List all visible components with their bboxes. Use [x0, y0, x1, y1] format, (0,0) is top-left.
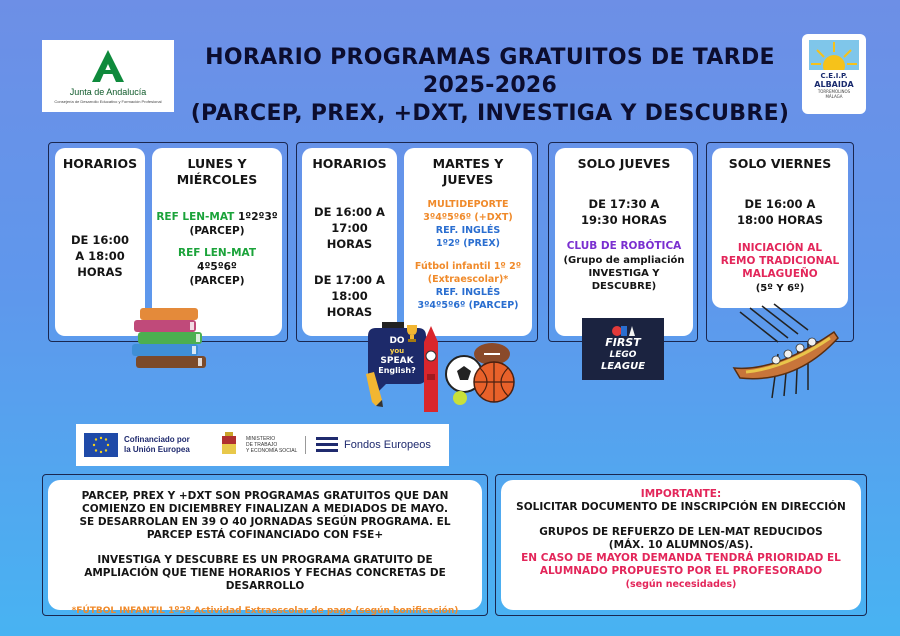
item2-grades: 4º5º6º [197, 261, 237, 273]
junta-name: Junta de Andalucía [69, 87, 147, 97]
info-right-p3b: (según necesidades) [625, 579, 737, 590]
item2-name: REF LEN-MAT [177, 247, 257, 259]
days-head-1: LUNES Y MIÉRCOLES [176, 156, 258, 187]
card-solo-viernes [712, 148, 848, 308]
big-ben-icon [420, 326, 442, 414]
info-right-p2: GRUPOS DE REFUERZO DE LEN-MAT REDUCIDOS [539, 526, 823, 538]
club-desc: (Grupo de ampliación INVESTIGA Y DESCUBRE) [563, 255, 685, 292]
futbol: Fútbol infantil 1º 2º [414, 261, 522, 272]
remo-grades: (5º Y 6º) [755, 283, 805, 294]
school-line2: ALBAIDA [814, 80, 854, 89]
lego-l2: LEGO [609, 350, 637, 360]
ingles2-grades: 3º4º5º6º (PARCEP) [417, 300, 519, 311]
horario-2b: DE 17:00 A 18:00 HORAS [314, 273, 385, 319]
eu-funding-strip [76, 424, 449, 466]
multi-grades: 3º4º5º6º (+DXT) [423, 212, 513, 223]
futbol-note: (Extraescolar)* [427, 274, 509, 285]
rowing-boat-icon [726, 302, 846, 406]
info-right-p3: EN CASO DE MAYOR DEMANDA TENDRÁ PRIORIDAD EL ALUMNADO PROPUESTO POR EL PROFESORADO [521, 552, 841, 577]
ingles1: REF. INGLÉS [435, 225, 501, 236]
horario-2a: DE 16:00 A 17:00 HORAS [314, 205, 385, 251]
page-title [180, 44, 800, 128]
tennis-ball-icon [452, 390, 468, 406]
horario-1: DE 16:00 A 18:00 HORAS [70, 233, 129, 279]
ingles2: REF. INGLÉS [435, 287, 501, 298]
lego-l1: FIRST [605, 336, 641, 349]
info-left-note: *FÚTBOL INFANTIL 1º2º Actividad Extraescolar de pago (según bonificación) [71, 606, 459, 616]
viernes-head: SOLO VIERNES [728, 156, 832, 171]
ministry-line2: DE TRABAJO [246, 442, 278, 448]
bubble-l3: SPEAK [380, 356, 414, 366]
info-left-p1: PARCEP, PREX Y +DXT SON PROGRAMAS GRATUITOS QUE DAN COMIENZO EN DICIEMBREY FINALIZAN A MEDIADOS DE MAYO. SE DESARROLAN EN 39 O 40 JORNADAS SEGÚN PROGRAMA. EL PARCEP ESTÁ COFINANCIADO CON FSE+ [79, 490, 451, 541]
title-line2: (PARCEP, PREX, +DXT, INVESTIGA Y DESCUBRE) [190, 101, 790, 126]
info-right-p1: SOLICITAR DOCUMENTO DE INSCRIPCIÓN EN DIRECCIÓN [516, 501, 846, 513]
item1-prog: (PARCEP) [189, 225, 245, 237]
ingles1-grades: 1º2º (PREX) [435, 238, 501, 249]
junta-sub: Consejería de Desarrollo Educativo y Formación Profesional [54, 99, 162, 104]
title-line1: HORARIO PROGRAMAS GRATUITOS DE TARDE 2025-2026 [205, 45, 775, 98]
card-martes-jueves [404, 148, 532, 336]
horarios-head-2: HORARIOS [312, 156, 387, 171]
horarios-head-1: HORARIOS [62, 156, 138, 171]
card-horarios-2 [302, 148, 397, 336]
club-robotica: CLUB DE ROBÓTICA [566, 240, 682, 252]
spain-coat-of-arms-icon [218, 432, 240, 458]
item1-name: REF LEN-MAT [156, 211, 235, 223]
info-left-card [48, 480, 482, 616]
item2-prog: (PARCEP) [189, 275, 245, 287]
sun-icon [809, 40, 859, 70]
days-head-2: MARTES Y JUEVES [432, 156, 504, 187]
info-left-p2: INVESTIGA Y DESCUBRE ES UN PROGRAMA GRATUITO DE AMPLIACIÓN QUE TIENE HORARIOS Y FECHAS CONCRETAS DE DESARROLLO [84, 554, 446, 592]
eu-flag-icon [84, 433, 118, 457]
school-logo [802, 34, 866, 114]
junta-a-icon [88, 48, 128, 84]
ministry-line1: MINISTERIO [246, 436, 276, 442]
basketball-icon [472, 360, 516, 404]
card-solo-jueves [555, 148, 693, 336]
bubble-l1: DO [389, 336, 405, 346]
jueves-head: SOLO JUEVES [577, 156, 671, 171]
item1-grades: 1º2º3º [238, 211, 278, 223]
bubble-l2: you [389, 347, 405, 355]
lego-l3: LEAGUE [600, 361, 646, 372]
remo: INICIACIÓN AL REMO TRADICIONAL MALAGUEÑO [720, 242, 840, 280]
school-line3: TORREMOLINOS [817, 89, 851, 94]
activities-illustration [360, 322, 530, 414]
fondos-europeos: Fondos Europeos [344, 439, 431, 451]
viernes-horario: DE 16:00 A 18:00 HORAS [736, 197, 824, 227]
junta-andalucia-logo [42, 40, 174, 112]
school-line4: MÁLAGA [825, 94, 843, 99]
books-icon [128, 300, 210, 372]
cofin-line1: Cofinanciado por [124, 435, 190, 444]
info-important: IMPORTANTE: [640, 488, 722, 500]
multideporte: MULTIDEPORTE [427, 199, 509, 210]
first-lego-league-logo [582, 318, 664, 380]
jueves-horario: DE 17:30 A 19:30 HORAS [580, 197, 668, 227]
pencil-icon [362, 372, 384, 408]
ministry-line3: Y ECONOMÍA SOCIAL [246, 448, 298, 454]
bubble-l4: English? [378, 366, 416, 375]
fondos-europeos-icon [316, 435, 338, 455]
cofin-line2: la Unión Europea [124, 445, 190, 454]
info-right-card [501, 480, 861, 610]
school-line1: C.E.I.P. [820, 72, 848, 80]
info-right-p2b: (MÁX. 10 ALUMNOS/AS). [608, 539, 754, 551]
trophy-icon [404, 324, 420, 342]
